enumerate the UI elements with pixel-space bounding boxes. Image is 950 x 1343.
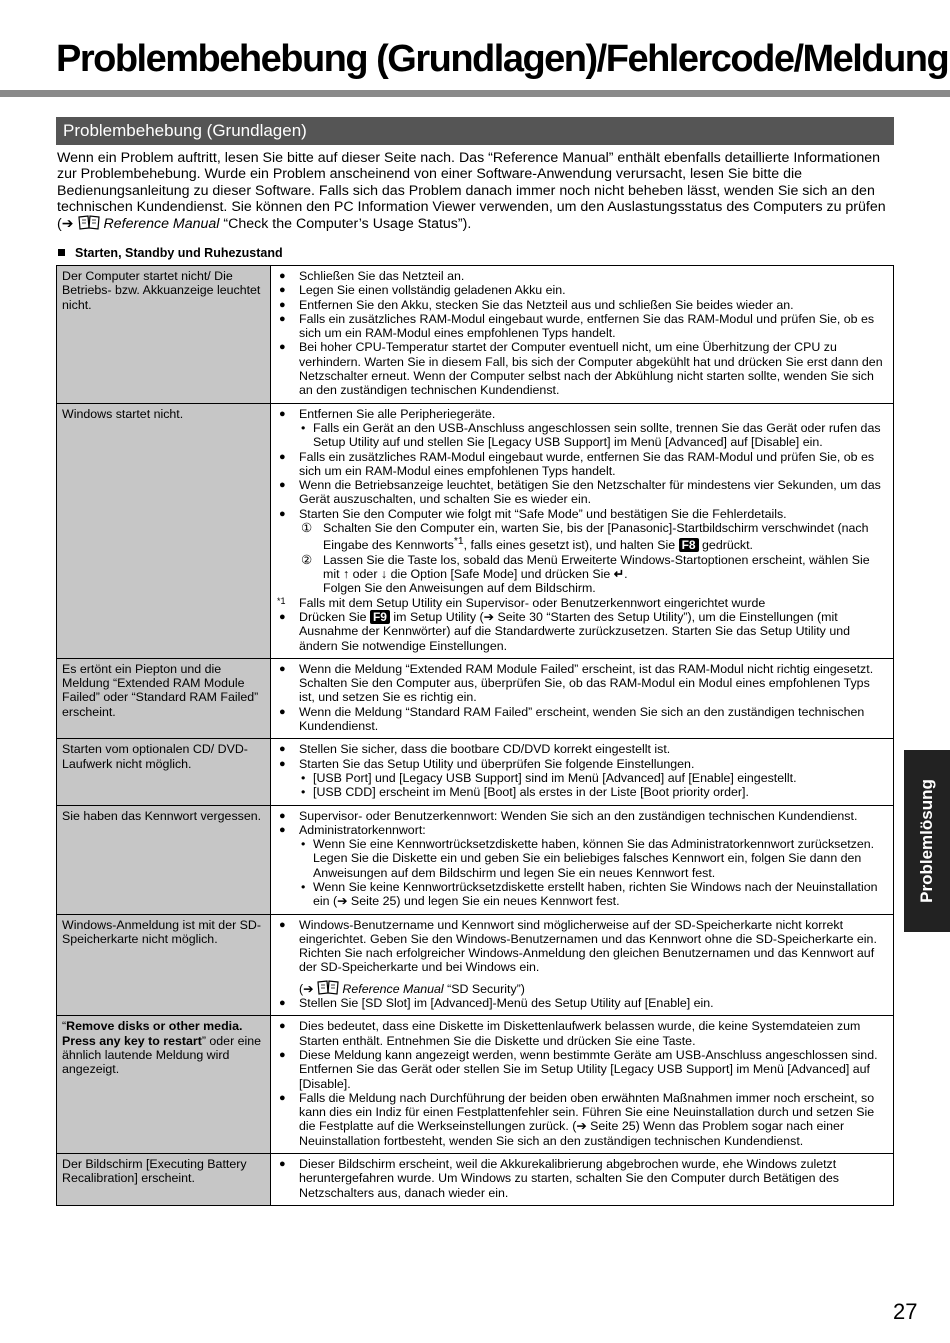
table-row (57, 739, 894, 805)
list-item: ● Diese Meldung kann angezeigt werden, wenn bestimmte Geräte am USB-Anschluss angeschlossen sind. Entfernen Sie das Gerät oder stellen Sie im Setup Utility [Legacy USB Support] im Menü [Advanced] auf [Disable]. (277, 1048, 887, 1091)
list-item: ● Supervisor- oder Benutzerkennwort: Wenden Sie sich an den zuständigen technischen Kundendienst. (277, 809, 887, 823)
step-1 (299, 521, 887, 553)
problem-cell (57, 914, 271, 1016)
list-item-text: Windows-Benutzername und Kennwort sind möglicherweise auf der SD-Speicherkarte nicht korrekt eingerichtet. Geben Sie den Windows-Benutzernamen und das Kennwort ohne die SD-Speicherkarte ein. Richten Sie nach erfolgreicher Windows-Anmeldung den gleichen Benutzernamen und das Kennwort auf der SD-Speicherkarte und bei Windows ein. (299, 917, 877, 975)
up-arrow-key-icon: ↑ (342, 567, 350, 582)
section-header: Problembehebung (Grundlagen) (56, 117, 894, 145)
book-icon (78, 215, 100, 230)
list-item-text: Starten Sie den Computer wie folgt mit “Safe Mode” und bestätigen Sie die Fehlerdetails. (299, 506, 787, 521)
list-item-text: im Setup Utility (➔ Seite 30 “Starten des Setup Utility”), um die Einstellungen (mit Ausnahme der Kennwörter) auf die Standardwerte zurückzusetzen. Starten Sie das Setup Utility und ändern Sie notwendige Einstellungen. (299, 609, 850, 653)
sub-list-item: • Wenn Sie eine Kennwortrücksetzdiskette haben, können Sie das Administratorkennwort zurücksetzen. Legen Sie die Diskette ein und geben Sie ein beliebiges falsches Kennwort ein, folgen Sie dann den Anweisungen auf dem Bildschirm und legen Sie ein neues Kennwort fest. (311, 837, 887, 880)
problem-cell (57, 805, 271, 914)
problem-cell (57, 266, 271, 404)
problem-cell (57, 403, 271, 658)
list-item-text: Administratorkennwort: (299, 822, 426, 837)
troubleshooting-table (56, 265, 894, 1206)
reference-line (299, 980, 887, 996)
step-text: , falls eines gesetzt ist), und halten Sie (463, 538, 676, 553)
step-number: ① (301, 521, 313, 536)
step-text: Schalten Sie den Computer ein, warten Sie, bis der [Panasonic]-Startbildschirm verschwindet (nach Eingabe des Kennworts (323, 521, 869, 553)
problem-cell (57, 1154, 271, 1206)
problem-text: Windows startet nicht. (62, 406, 184, 421)
solution-cell (271, 1154, 894, 1206)
table-row (57, 658, 894, 738)
footnote (277, 596, 887, 610)
list-item: ● Dieser Bildschirm erscheint, weil die Akkurekalibrierung abgebrochen wurde, ehe Windows zuletzt heruntergefahren wurde. Um Windows zu starten, schalten Sie den Computer durch Betätigen des Netzschalters aus, danach wieder ein. (277, 1157, 887, 1200)
problem-text: Der Bildschirm [Executing Battery Recalibration] erscheint. (62, 1157, 247, 1186)
problem-text: Starten vom optionalen CD/ DVD-Laufwerk nicht möglich. (62, 742, 248, 771)
problem-cell (57, 1016, 271, 1154)
f8-key-icon: F8 (679, 538, 699, 552)
list-item-text: Starten Sie das Setup Utility und überprüfen Sie folgende Einstellungen. (299, 756, 695, 771)
sub-list-item: • Wenn Sie keine Kennwortrücksetzdiskette erstellt haben, richten Sie Windows nach der Neuinstallation ein (➔ Seite 25) und legen Sie ein neues Kennwort fest. (311, 880, 887, 909)
table-row (57, 403, 894, 658)
sub-list-item: • Falls ein Gerät an den USB-Anschluss angeschlossen sein sollte, trennen Sie das Gerät oder rufen das Setup Utility auf und stellen Sie [Legacy USB Support] im Menü [Advanced] auf [Disable] ein. (311, 421, 887, 450)
step-text: oder (352, 567, 378, 582)
list-item (277, 918, 887, 996)
step-text: gedrückt. (702, 538, 753, 553)
problem-text: Windows-Anmeldung ist mit der SD-Speicherkarte nicht möglich. (62, 917, 262, 946)
list-item: ● Bei hoher CPU-Temperatur startet der Computer eventuell nicht, um eine Überhitzung der CPU zu verhindern. Warten Sie in diesem Fall, bis sich der Computer abgekühlt hat und drücken Sie erst dann den Netzschalter erneut. Wenn der Computer selbst nach der Abkühlung nicht starten sollte, wenden Sie sich an den zuständigen technischen Kundendienst. (277, 340, 887, 397)
step-text: . (624, 567, 628, 582)
f9-key-icon: F9 (370, 610, 390, 624)
sub-list-item: • [USB Port] und [Legacy USB Support] sind im Menü [Advanced] auf [Enable] eingestellt. (311, 771, 887, 785)
list-item (277, 407, 887, 450)
list-item: ● Stellen Sie sicher, dass die bootbare CD/DVD korrekt eingestellt ist. (277, 742, 887, 756)
subsection-heading (58, 246, 283, 260)
page-title: Problembehebung (Grundlagen)/Fehlercode/Meldung (56, 38, 949, 80)
problem-text: Es ertönt ein Piepton und die Meldung “Extended RAM Module Failed” oder “Standard RAM Failed” erscheint. (62, 661, 259, 719)
side-tab-label: Problemlösung (917, 779, 936, 903)
down-arrow-key-icon: ↓ (380, 567, 388, 582)
footnote-ref: *1 (453, 536, 464, 548)
list-item: ● Dies bedeutet, dass eine Diskette im Diskettenlaufwerk belassen wurde, die keine Systemdateien zum Starten enthält. Entnehmen Sie die Diskette und drücken Sie eine Taste. (277, 1019, 887, 1048)
subsection-heading-text: Starten, Standby und Ruhezustand (75, 246, 283, 260)
solution-cell (271, 805, 894, 914)
table-row (57, 914, 894, 1016)
list-item (277, 823, 887, 909)
book-icon (317, 980, 339, 995)
table-row (57, 1016, 894, 1154)
list-item: ● Wenn die Meldung “Standard RAM Failed” erscheint, wenden Sie sich an den zuständigen technischen Kundendienst. (277, 705, 887, 734)
title-rule (0, 90, 950, 97)
step-text: Lassen Sie die Taste los, sobald das Menü Erweiterte Windows-Startoptionen erscheint, wählen Sie mit (323, 552, 870, 582)
list-item: ● Entfernen Sie den Akku, stecken Sie das Netzteil aus und schließen Sie beides wieder an. (277, 298, 887, 312)
footnote-text: Falls mit dem Setup Utility ein Supervisor- oder Benutzerkennwort eingerichtet wurde (299, 595, 766, 610)
problem-text-bold: Remove disks or other media. Press any key to restart (62, 1019, 243, 1048)
list-item-text: Drücken Sie (299, 609, 367, 624)
list-item: ● Schließen Sie das Netzteil an. (277, 269, 887, 283)
list-item-text: Entfernen Sie alle Peripheriegeräte. (299, 406, 496, 421)
intro-reference: Reference Manual (103, 216, 220, 233)
list-item (277, 507, 887, 596)
square-bullet-icon (58, 249, 65, 256)
step-2 (299, 553, 887, 596)
table-row (57, 1154, 894, 1206)
intro-text: Wenn ein Problem auftritt, lesen Sie bitte auf dieser Seite nach. Das “Reference Manual” enthält ebenfalls detaillierte Informationen zur Problembehebung. Wurde ein Problem anscheinend von einer Software-Anwendung verursacht, lesen Sie bitte die Bedienungsanleitung zu dieser Software. Falls sich das Problem danach immer noch nicht beheben lässt, wenden Sie sich an den technischen Kundendienst. Sie können den PC Information Viewer verwenden, um den Auslastungsstatus des Computers zu prüfen ( (57, 150, 886, 233)
step-text: Folgen Sie den Anweisungen auf dem Bildschirm. (323, 581, 596, 596)
enter-key-icon: ↵ (613, 567, 625, 582)
intro-paragraph (57, 150, 897, 232)
list-item: ● Falls die Meldung nach Durchführung der beiden oben erwähnten Maßnahmen immer noch erscheint, so kann dies ein Indiz für einen Festplattenfehler sein. Führen Sie eine Neuinstallation durch und setzen Sie die Festplatte auf die Werkseinstellungen zurück. (➔ Seite 25) Wenn das Problem sogar nach einer Neuinstallation fortbesteht, wenden Sie sich an den zuständigen technischen Kundendienst. (277, 1091, 887, 1148)
list-item: ● Stellen Sie [SD Slot] im [Advanced]-Menü des Setup Utility auf [Enable] ein. (277, 996, 887, 1010)
list-item: ● Wenn die Betriebsanzeige leuchtet, betätigen Sie den Netzschalter für mindestens vier Sekunden, um das Gerät auszuschalten, und schalten Sie es wieder ein. (277, 478, 887, 507)
table-row (57, 805, 894, 914)
solution-cell (271, 739, 894, 805)
problem-cell (57, 658, 271, 738)
arrow-icon: (➔ (299, 981, 314, 996)
list-item: ● Wenn die Meldung “Extended RAM Module Failed” erscheint, ist das RAM-Modul nicht richtig eingesetzt. Schalten Sie den Computer aus, überprüfen Sie, ob das RAM-Modul ein Modul eines empfohlenen Typs ist, und setzen Sie es richtig ein. (277, 662, 887, 705)
problem-cell (57, 739, 271, 805)
sub-list-item: • [USB CDD] erscheint im Menü [Boot] als erstes in der Liste [Boot priority order]. (311, 785, 887, 799)
solution-cell (271, 1016, 894, 1154)
intro-reference-tail: “Check the Computer’s Usage Status”). (223, 216, 472, 233)
footnote-mark: *1 (277, 595, 286, 606)
solution-cell (271, 914, 894, 1016)
list-item (277, 610, 887, 653)
list-item (277, 757, 887, 800)
step-text: die Option [Safe Mode] und drücken Sie (390, 567, 611, 582)
problem-text: “ (62, 1019, 67, 1034)
problem-text: Der Computer startet nicht/ Die Betriebs- bzw. Akkuanzeige leuchtet nicht. (62, 269, 261, 312)
list-item: ● Falls ein zusätzliches RAM-Modul eingebaut wurde, entfernen Sie das RAM-Modul und prüfen Sie, ob es sich um ein RAM-Modul eines empfohlenen Typs handelt. (277, 450, 887, 479)
step-number: ② (301, 552, 313, 567)
list-item: ● Legen Sie einen vollständig geladenen Akku ein. (277, 283, 887, 297)
problem-text: ” oder eine ähnlich lautende Meldung wird angezeigt. (62, 1033, 262, 1077)
table-row (57, 266, 894, 404)
solution-cell (271, 266, 894, 404)
solution-cell (271, 403, 894, 658)
solution-cell (271, 658, 894, 738)
arrow-icon: ➔ (61, 216, 74, 233)
reference-tail: “SD Security”) (447, 981, 525, 996)
reference-title: Reference Manual (342, 981, 444, 996)
problem-text: Sie haben das Kennwort vergessen. (62, 808, 262, 823)
list-item: ● Falls ein zusätzliches RAM-Modul eingebaut wurde, entfernen Sie das RAM-Modul und prüfen Sie, ob es sich um ein RAM-Modul eines empfohlenen Typs handelt. (277, 312, 887, 341)
page-number: 27 (893, 1299, 918, 1324)
